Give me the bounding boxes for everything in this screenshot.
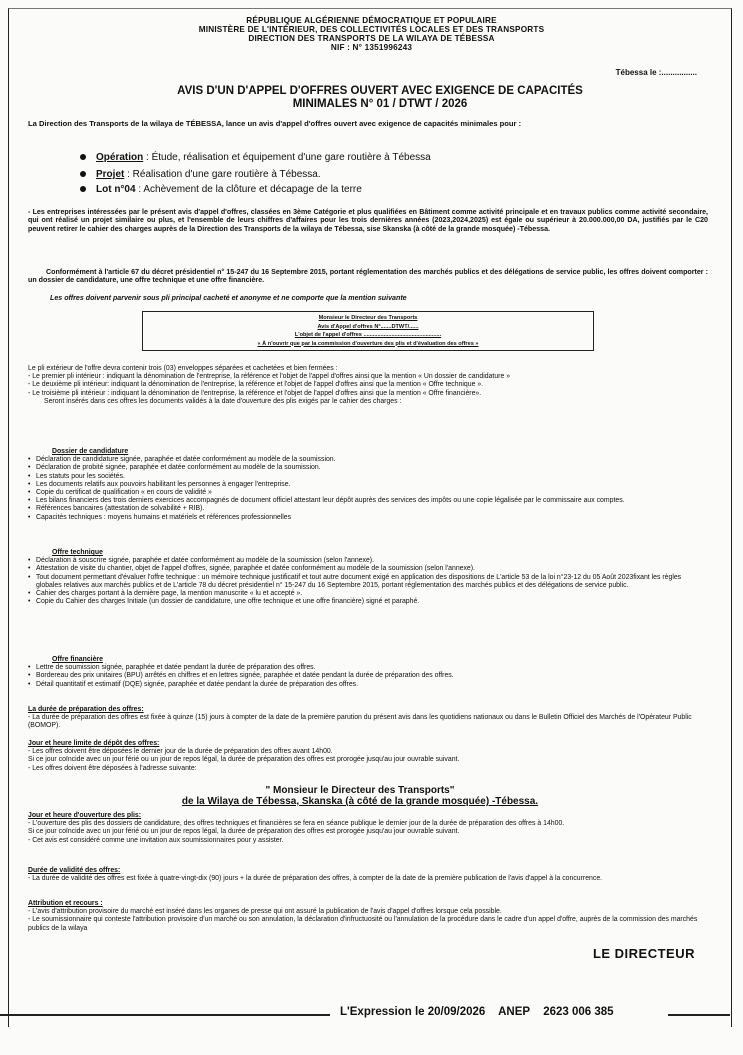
envelopes-p5: Seront insérés dans ces offres les documents validés à la date d'ouverture des plis exigés par le cahier des charges : bbox=[44, 397, 402, 405]
header-line-3: DIRECTION DES TRANSPORTS DE LA WILAYA DE TÉBESSA bbox=[248, 34, 495, 43]
candidature-item: • Capacités techniques : moyens humains et matériels et références professionnelles bbox=[28, 514, 708, 522]
attribution-text-1: - L'avis d'attribution provisoire du marché est inséré dans les organes de presse qui ont assuré la publication de l'avis d'appel d'offres lorsque cela possible. bbox=[28, 908, 502, 916]
duree-heading: La durée de préparation des offres: bbox=[28, 706, 144, 713]
lot-04 bbox=[80, 184, 362, 196]
depot-heading: Jour et heure limite de dépôt des offres: bbox=[28, 740, 160, 747]
footer-source: L'Expression le 20/09/2026 bbox=[340, 1006, 486, 1018]
conformity-text: Conformément à l'article 67 du décret présidentiel n° 15-247 du 16 Septembre 2015, portant réglementation des marchés publics et des délégations de service public, les offres doivent comporter : un dossier de candidature, une offre technique et une offre financière. bbox=[28, 268, 708, 285]
envelopes-p1: Le pli extérieur de l'offre devra contenir trois (03) enveloppes séparées et cachetées et bien fermées : bbox=[28, 365, 338, 372]
depot-text-1: - Les offres doivent être déposées le dernier jour de la durée de préparation des offres avant 14h00. bbox=[28, 748, 333, 756]
header-line-1: RÉPUBLIQUE ALGÉRIENNE DÉMOCRATIQUE ET POPULAIRE bbox=[246, 16, 497, 25]
financiere-item: • Lettre de soumission signée, paraphée et datée pendant la durée de préparation des offres. bbox=[28, 664, 708, 672]
candidature-section bbox=[28, 448, 708, 522]
ouverture-heading: Jour et heure d'ouverture des plis: bbox=[28, 812, 142, 819]
financiere-item: • Bordereau des prix unitaires (BPU) arrêtés en chiffres et en lettres signée, paraphée et datée pendant la durée de préparation des offres. bbox=[28, 672, 708, 680]
validite-heading: Durée de validité des offres: bbox=[28, 867, 121, 874]
technique-item: • Copie du Cahier des charges Initiale (un dossier de candidature, une offre technique et une offre financière) signé et paraphé. bbox=[28, 598, 708, 606]
box-line-3: L'objet de l'appel d'offres .................................................. bbox=[294, 332, 442, 338]
financiere-list bbox=[28, 664, 708, 689]
attribution-section bbox=[28, 900, 708, 933]
notice-date: Tébessa le :................ bbox=[615, 68, 697, 77]
candidature-item: • Les documents relatifs aux pouvoirs habilitant les personnes à engager l'entreprise. bbox=[28, 481, 708, 489]
candidature-item: • Déclaration de candidature signée, paraphée et datée conformément au modèle de la soumission. bbox=[28, 456, 708, 464]
lot-text: : Achèvement de la clôture et décapage de la terre bbox=[135, 184, 362, 195]
lot-operation bbox=[80, 152, 431, 164]
technique-item: • Attestation de visite du chantier, objet de l'appel d'offres, signée, paraphée et datée conformément au modèle de la soumission (selon l'annexe). bbox=[28, 565, 708, 573]
candidature-item: • Références bancaires (attestation de solvabilité + RIB). bbox=[28, 505, 708, 513]
envelopes-p4: - Le troisième pli intérieur : indiquant la dénomination de l'entreprise, la référence et l'objet de l'appel d'offres ainsi que la mention « Offre financière». bbox=[28, 389, 482, 397]
candidature-item: • Déclaration de probité signée, paraphée et datée conformément au modèle de la soumission. bbox=[28, 464, 708, 472]
footer-ref: 2623 006 385 bbox=[543, 1006, 614, 1018]
notice-title bbox=[60, 85, 700, 111]
envelopes-p2: - Le premier pli intérieur : indiquant la dénomination de l'entreprise, la référence et l'objet de l'appel d'offres ainsi que la mention « Un dossier de candidature » bbox=[28, 373, 511, 381]
financiere-section bbox=[28, 656, 708, 689]
header-line-2: MINISTÈRE DE L'INTÉRIEUR, DES COLLECTIVITÉS LOCALES ET DES TRANSPORTS bbox=[198, 25, 545, 34]
technique-item: • Tout document permettant d'évaluer l'offre technique : un mémoire technique justificatif et tout autre document exigé en application des dispositions de L'article 53 de la loi n°23-12 du 05 Août 2023fixant les règles globales relatives aux marchés publics et de L'article 78 du décret présidentiel n° 15-247 du 16 Septembre 2015, portant réglementation des marchés publics et des délégations de service public. bbox=[28, 574, 708, 590]
title-line-2: MINIMALES N° 01 / DTWT / 2026 bbox=[292, 98, 468, 110]
candidature-item: • Les bilans financiers des trois derniers exercices accompagnés de document officiel attestant leur dépôt auprès des services des impôts ou une copie légalisée par le commissaire aux comptes. bbox=[28, 497, 708, 505]
lot-text: : Réalisation d'une gare routière à Tébessa. bbox=[124, 169, 321, 180]
envelopes-section bbox=[28, 365, 708, 406]
delivery-note: Les offres doivent parvenir sous pli principal cacheté et anonyme et ne comporte que la mention suivante bbox=[50, 294, 407, 302]
eligibility-text: - Les entreprises intéressées par le présent avis d'appel d'offres, classées en 3ème Catégorie et plus qualifiées en Bâtiment comme activité principale et en travaux publics comme activité secondaire, qui ont réalisé un projet similaire ou plus, et l'ensemble de leurs chiffres d'affaires pour les trois dernières années (2023,2024,2025) est égale ou supérieur à 20.000.000,00 DA, justifiés par le C20 peuvent retirer le cahier des charges auprès de la Direction des Transports de la wilaya de Tébessa, sise Skanska (à côté de la grande mosquée) -Tébessa. bbox=[28, 208, 708, 233]
technique-item: • Déclaration à souscrire signée, paraphée et datée conformément au modèle de la soumission (selon l'annexe). bbox=[28, 557, 708, 565]
bullet-icon bbox=[80, 186, 86, 192]
lot-label: Opération bbox=[96, 152, 144, 163]
candidature-item: • Les statuts pour les sociétés. bbox=[28, 473, 708, 481]
box-line-2: Avis d'Appel d'offres N°.......DTWT/...... bbox=[317, 323, 419, 330]
footer-rule-left bbox=[0, 1014, 330, 1016]
depot-text-3: - Les offres doivent être déposées à l'adresse suivante: bbox=[28, 764, 197, 772]
footer-rule-right bbox=[668, 1014, 730, 1016]
technique-item: • Cahier des charges portant à la dernière page, la mention manuscrite « lu et accepté ». bbox=[28, 590, 708, 598]
address-line-1: " Monsieur le Directeur des Transports" bbox=[265, 785, 455, 796]
ouverture-text-2: Si ce jour coïncide avec un jour férié ou un jour de repos légal, la durée de préparation des offres est prorogée jusqu'au jour ouvrable suivant. bbox=[28, 828, 460, 836]
box-line-1: Monsieur le Directeur des Transports bbox=[318, 315, 418, 321]
candidature-list bbox=[28, 456, 708, 522]
envelope-label-box bbox=[142, 311, 594, 351]
candidature-heading: Dossier de candidature bbox=[52, 448, 129, 455]
financiere-item: • Détail quantitatif et estimatif (DQE) signée, paraphée et datée pendant la durée de préparation des offres. bbox=[28, 681, 708, 689]
ouverture-text-3: - Cet avis est considéré comme une invitation aux soumissionnaires pour y assister. bbox=[28, 836, 284, 844]
lot-text: : Étude, réalisation et équipement d'une gare routière à Tébessa bbox=[143, 152, 431, 163]
box-line-4: « À n'ouvrir que par la commission d'ouverture des plis et d'évaluation des offres » bbox=[257, 340, 479, 347]
header-line-4: NIF : N° 1351996243 bbox=[330, 43, 413, 52]
candidature-item: • Copie du certificat de qualification « en cours de validité » bbox=[28, 489, 708, 497]
technique-list bbox=[28, 557, 708, 606]
duree-text: - La durée de préparation des offres est fixée à quinze (15) jours à compter de la date de la première parution du présent avis dans les quotidiens nationaux ou dans le Bulletin Officiel des Marchés de l'Opérateur Public (BOMOP). bbox=[28, 714, 692, 730]
financiere-heading: Offre financière bbox=[52, 656, 103, 663]
ouverture-text-1: - L'ouverture des plis des dossiers de candidature, des offres techniques et financières se fera en séance publique le dernier jour de la durée de préparation des offres à 14h00. bbox=[28, 820, 565, 828]
technique-section bbox=[28, 549, 708, 606]
depot-text-2: Si ce jour coïncide avec un jour férié ou un jour de repos légal, la durée de préparation des offres est prorogée jusqu'au jour ouvrable suivant. bbox=[28, 756, 460, 764]
footer-agency: ANEP bbox=[498, 1006, 531, 1018]
lot-projet bbox=[80, 169, 321, 181]
envelopes-p3: - Le deuxième pli intérieur: indiquant la dénomination de l'entreprise, la référence et l'objet de l'appel d'offres ainsi que la mention « Offre technique ». bbox=[28, 381, 484, 389]
bullet-icon bbox=[80, 171, 86, 177]
duree-section bbox=[28, 706, 708, 731]
ouverture-section bbox=[28, 812, 708, 845]
bullet-icon bbox=[80, 154, 86, 160]
lot-label: Projet bbox=[96, 169, 125, 180]
lot-label: Lot n°04 bbox=[96, 184, 136, 195]
attribution-text-2: - Le soumissionnaire qui conteste l'attribution provisoire d'un marché ou son annulation, la déclaration d'infructuosité ou l'annulation de la procédure dans le cadre d'un appel d'offre, auprès de la commission des marchés publics de la wilaya bbox=[28, 916, 698, 932]
footer bbox=[340, 1006, 624, 1018]
address-line-2: de la Wilaya de Tébessa, Skanska (à côté de la grande mosquée) -Tébessa. bbox=[181, 796, 539, 807]
signature: LE DIRECTEUR bbox=[592, 946, 695, 961]
technique-heading: Offre technique bbox=[52, 549, 103, 556]
depot-section bbox=[28, 740, 708, 773]
validite-section bbox=[28, 867, 708, 883]
intro-text: La Direction des Transports de la wilaya de TÉBESSA, lance un avis d'appel d'offres ouvert avec exigence de capacités minimales pour : bbox=[28, 119, 522, 128]
validite-text: - La durée de validité des offres est fixée à quatre-vingt-dix (90) jours + la durée de préparation des offres, à compter de la date de la première publication de l'avis d'appel à la concurrence. bbox=[28, 875, 603, 883]
title-line-1: AVIS D'UN D'APPEL D'OFFRES OUVERT AVEC EXIGENCE DE CAPACITÉS bbox=[177, 85, 583, 97]
attribution-heading: Attribution et recours : bbox=[28, 900, 103, 907]
